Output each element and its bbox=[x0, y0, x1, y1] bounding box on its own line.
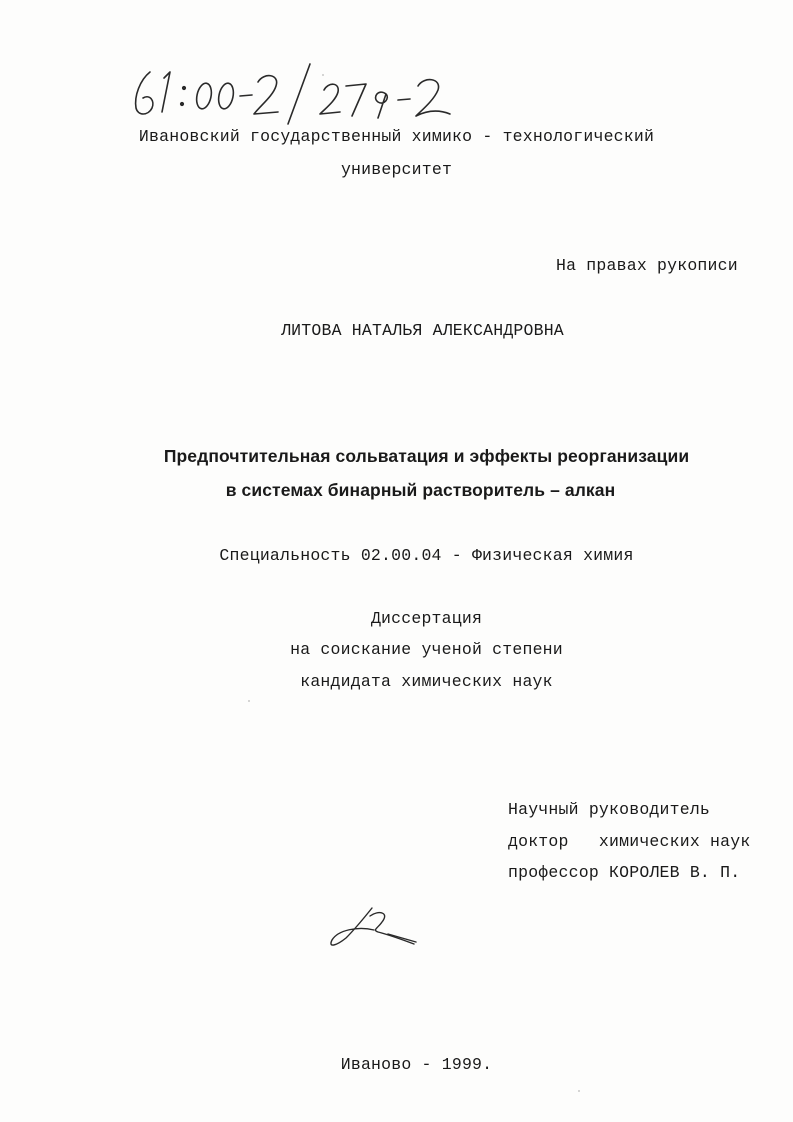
paper-speck bbox=[578, 1090, 580, 1092]
title-line-1: Предпочтительная сольватация и эффекты реорганизации bbox=[163, 446, 690, 466]
paper-speck bbox=[248, 700, 250, 702]
institution-line-1: Ивановский государственный химико - технологический bbox=[138, 127, 655, 146]
supervisor-line-1: Научный руководитель bbox=[508, 800, 711, 819]
title-line-2: в системах бинарный растворитель – алкан bbox=[225, 480, 616, 500]
handwritten-archive-number bbox=[128, 58, 468, 128]
city-year: Иваново - 1999. bbox=[340, 1055, 493, 1074]
paper-speck bbox=[322, 74, 324, 76]
handwritten-signature bbox=[318, 900, 428, 960]
degree-line-3: кандидата химических наук bbox=[300, 672, 553, 691]
degree-line-2: на соискание ученой степени bbox=[290, 640, 563, 659]
institution-line-2: университет bbox=[340, 160, 453, 179]
supervisor-line-2: доктор химических наук bbox=[508, 832, 751, 851]
specialty: Специальность 02.00.04 - Физическая химия bbox=[219, 546, 634, 565]
author-name: ЛИТОВА НАТАЛЬЯ АЛЕКСАНДРОВНА bbox=[281, 321, 564, 340]
rights-note: На правах рукописи bbox=[556, 256, 738, 275]
supervisor-line-3: профессор КОРОЛЕВ В. П. bbox=[508, 863, 741, 882]
degree-line-1: Диссертация bbox=[370, 609, 483, 628]
